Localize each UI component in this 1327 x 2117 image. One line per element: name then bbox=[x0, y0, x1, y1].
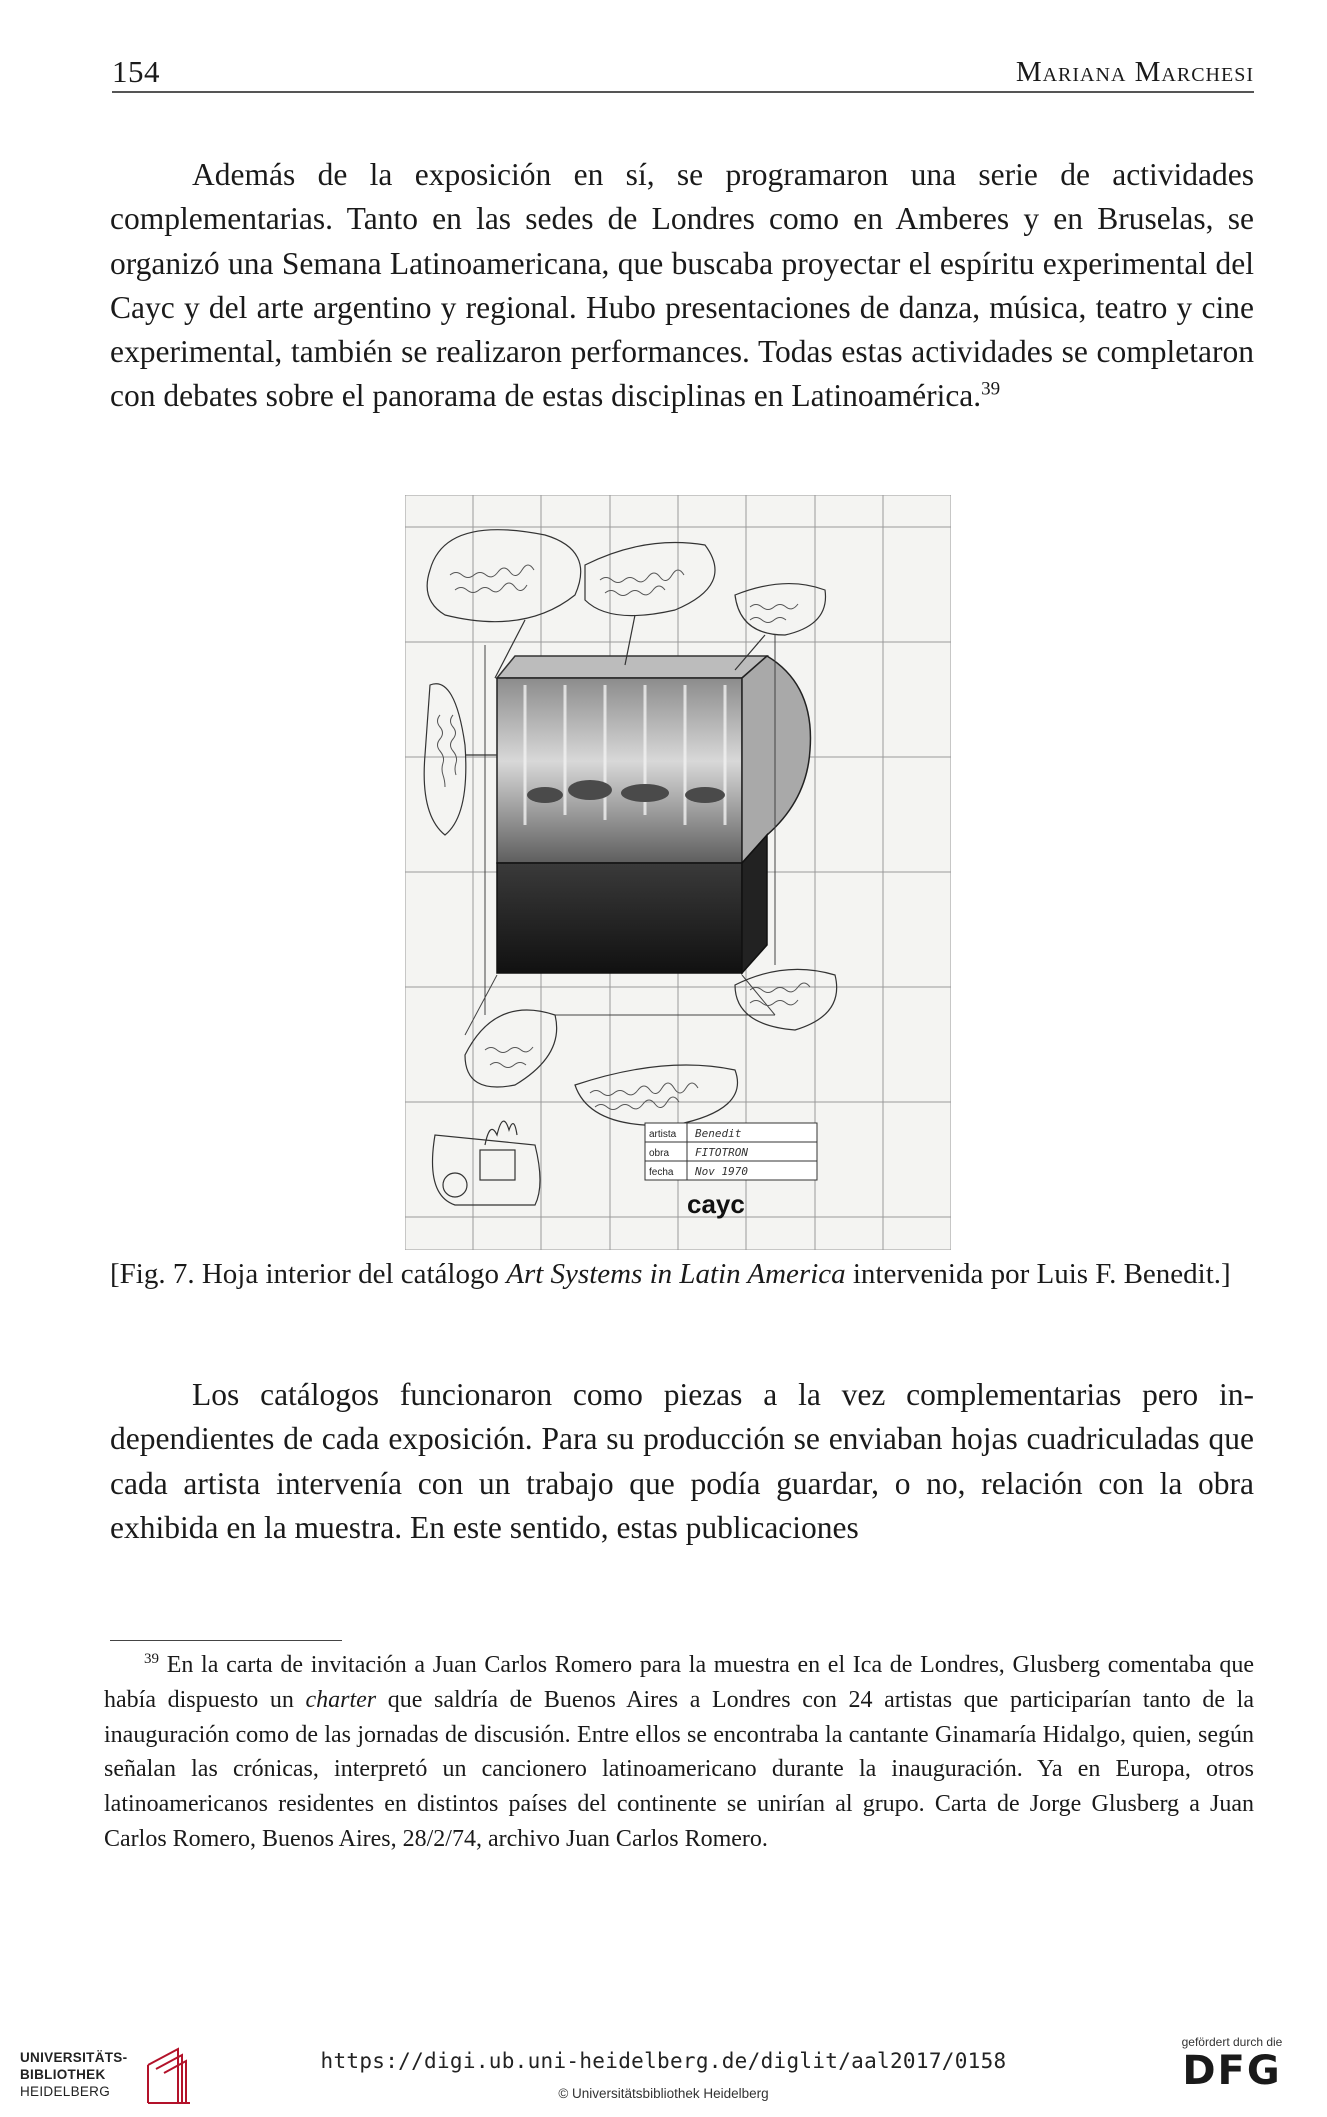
form-label-fecha: fecha bbox=[649, 1167, 674, 1178]
caption-catalog-title: Art Systems in Latin America bbox=[506, 1258, 846, 1290]
permalink-url[interactable]: https://digi.ub.uni-heidelberg.de/diglit/aal2017/0158 bbox=[320, 2049, 1007, 2073]
dfg-logo-text: DFG bbox=[1182, 2048, 1282, 2094]
dfg-funder-logo[interactable]: gefördert durch die DFG bbox=[1157, 2035, 1307, 2105]
cayc-logo: cayc bbox=[687, 1189, 745, 1219]
digitization-footer bbox=[0, 2025, 1327, 2117]
form-value-artista: Benedit bbox=[695, 1127, 742, 1140]
running-title: Mariana Marchesi bbox=[1015, 56, 1254, 88]
page-number: 154 bbox=[112, 54, 160, 89]
heidelberg-library-logo[interactable]: UNIVERSITÄTS- BIBLIOTHEK HEIDELBERG bbox=[20, 2045, 210, 2107]
footnote-ref-39[interactable]: 39 bbox=[981, 378, 1001, 400]
paragraph-2: Los catálogos funcionaron como piezas a la vez complementarias pero independientes de cada exposición. Para su producción se enviaban hojas cuadriculadas que cada artista intervenía con un trabajo que podía guardar, o no, relación con la obra exhibida en la muestra. En este sentido, estas publicaciones bbox=[110, 1377, 1254, 1545]
figure-benedit-catalog-sheet bbox=[405, 495, 951, 1250]
figure-caption: [Fig. 7. Hoja interior del catálogo Art Systems in Latin America intervenida por Luis F. Benedit.] bbox=[110, 1258, 1231, 1290]
header-rule bbox=[112, 91, 1254, 93]
form-value-obra: FITOTRON bbox=[695, 1146, 748, 1159]
running-header bbox=[112, 50, 1254, 92]
footnote-rule bbox=[110, 1640, 342, 1641]
footnote-number: 39 bbox=[144, 1651, 159, 1667]
form-value-fecha: Nov 1970 bbox=[695, 1165, 748, 1178]
paragraph-1 bbox=[110, 153, 1254, 419]
footnote-39: $^{39}$ En la carta de invitación a Juan Carlos Romero para la muestra en el Ica de Londres, Glusberg comentaba que había dispuesto un charter que saldría de Buenos Aires a Londres con 24 artistas que participarían tanto de la inauguración como de las jornadas de discusión. Entre ellos se encontraba la cantante Ginamaría Hidalgo, quien, según señalan las crónicas, interpretó un cancionero latinoamericano durante la inauguración. Ya en Europa, otros latinoamericanos residentes en distintos países del continente se unirían al grupo. Carta de Jorge Glusberg a Juan Carlos Romero, Buenos Aires, 28/2/74, archivo Juan Carlos Romero. bbox=[104, 1651, 1255, 1852]
figure-drawing bbox=[405, 495, 951, 1250]
copyright-notice: © Universitätsbibliothek Heidelberg bbox=[558, 2086, 769, 2101]
paragraph-1-text: Además de la exposición en sí, se programaron una serie de actividades complementarias. Tanto en las sedes de Londres como en Amberes y en Bruselas, se organizó una Semana Latinoamericana, que buscaba proyectar el espíritu experimental del Cayc y del arte argentino y regional. Hubo presentaciones de danza, música, teatro y cine experimental, también se realizaron performances. Todas estas actividades se completaron con debates sobre el panorama de estas disciplinas en Latinoamérica. bbox=[110, 157, 1254, 414]
form-label-obra: obra bbox=[649, 1148, 670, 1159]
form-label-artista: artista bbox=[649, 1129, 677, 1140]
